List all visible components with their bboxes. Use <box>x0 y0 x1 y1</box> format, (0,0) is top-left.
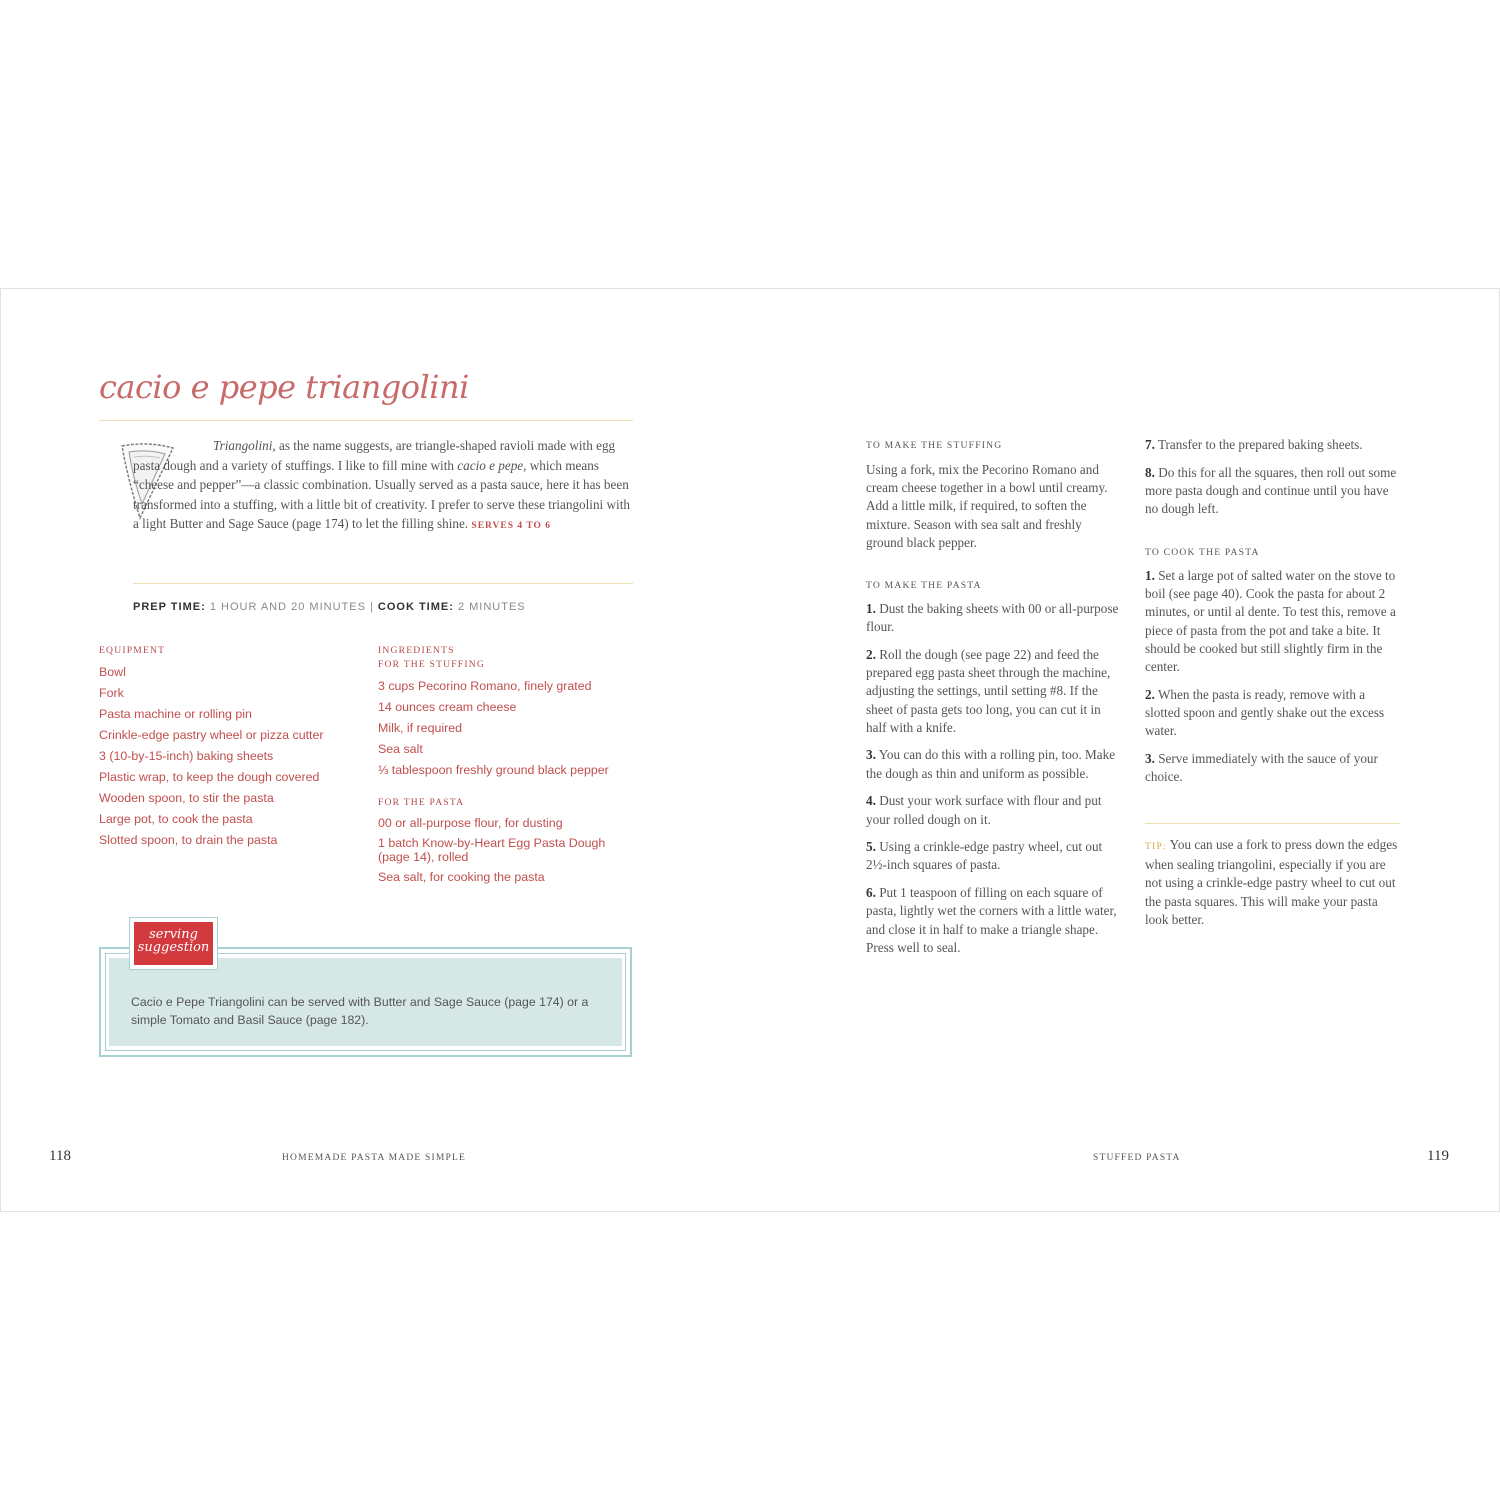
method-step <box>866 884 1122 957</box>
cook-method-heading: TO COOK THE PASTA <box>1145 547 1260 558</box>
method-step <box>1145 686 1401 741</box>
step-number: 6. <box>866 885 876 901</box>
times-separator: | <box>369 601 374 613</box>
ingredient-item: ⅓ tablespoon freshly ground black pepper <box>378 763 609 777</box>
equipment-item: Plastic wrap, to keep the dough covered <box>99 770 320 784</box>
stuffing-ingredients-heading: FOR THE STUFFING <box>378 659 485 670</box>
ingredient-item: 1 batch Know-by-Heart Egg Pasta Dough (page 14), rolled <box>378 836 606 864</box>
step-number: 5. <box>866 839 876 855</box>
equipment-item: Large pot, to cook the pasta <box>99 812 253 826</box>
times-line <box>133 601 526 613</box>
equipment-item: Slotted spoon, to drain the pasta <box>99 833 278 847</box>
footer-left: HOMEMADE PASTA MADE SIMPLE <box>282 1153 466 1163</box>
page-number-right: 119 <box>1427 1148 1449 1164</box>
prep-time-label: PREP TIME: <box>133 601 206 613</box>
stuffing-ingredients-list <box>378 678 638 783</box>
step-text: Put 1 teaspoon of filling on each square of pasta, lightly wet the corners with a little water, and close it in half to make a triangle shape. Press well to seal. <box>866 885 1117 955</box>
stuffing-method-text <box>866 461 1121 552</box>
method-step <box>1145 750 1401 786</box>
step-text: Set a large pot of salted water on the stove to boil (see page 40). Cook the pasta for about 2 minutes, or until al dente. To test this, remove a piece of pasta from the pot and take a bite. It should be cooked but still slightly firm in the center. <box>1145 568 1396 675</box>
equipment-list <box>99 664 359 853</box>
serving-suggestion-text: Cacio e Pepe Triangolini can be served with Butter and Sage Sauce (page 174) or a simple Tomato and Basil Sauce (page 182). <box>131 995 589 1027</box>
step-text: Dust your work surface with flour and put your rolled dough on it. <box>866 793 1102 827</box>
cook-method-steps <box>1145 567 1401 796</box>
step-text: Do this for all the squares, then roll out some more pasta dough and continue until you have no dough left. <box>1145 464 1397 517</box>
equipment-item: Fork <box>99 686 124 700</box>
prep-time-value: 1 HOUR AND 20 MINUTES <box>209 601 366 613</box>
intro-rule <box>133 583 633 584</box>
badge-line-2: suggestion <box>137 940 210 955</box>
ingredient-item: 3 cups Pecorino Romano, finely grated <box>378 679 592 693</box>
step-text: Transfer to the prepared baking sheets. <box>1154 437 1363 452</box>
step-number: 3. <box>866 747 876 763</box>
pasta-method-steps-continued <box>1145 436 1403 528</box>
intro-paragraph <box>133 436 633 537</box>
intro-text-2: which means “cheese and pepper”—a classic combination. Usually served as a pasta sauce, here it has been transformed into a stuffing, with a little bit of creativity. I prefer to serve these triangolini with a light Butter and Sage Sauce (page 174) to let the filling shine. <box>133 457 630 531</box>
step-number: 4. <box>866 793 876 809</box>
cook-time-label: COOK TIME: <box>377 601 454 613</box>
equipment-item: Bowl <box>99 665 126 679</box>
step-number: 2. <box>866 646 876 662</box>
equipment-item: 3 (10-by-15-inch) baking sheets <box>99 749 274 763</box>
serves-label: SERVES 4 TO 6 <box>471 521 552 531</box>
pasta-method-heading: TO MAKE THE PASTA <box>866 580 982 591</box>
method-step <box>1145 464 1403 519</box>
step-number: 1. <box>1145 568 1155 583</box>
equipment-item: Crinkle-edge pastry wheel or pizza cutter <box>99 728 324 742</box>
method-step <box>866 646 1122 737</box>
stuffing-method-heading: TO MAKE THE STUFFING <box>866 440 1003 451</box>
method-step <box>866 746 1122 782</box>
pasta-ingredients-heading: FOR THE PASTA <box>378 797 465 808</box>
recipe-title: cacio e pepe triangolini <box>99 368 469 406</box>
pasta-method-steps <box>866 600 1122 966</box>
ingredient-item: 14 ounces cream cheese <box>378 700 517 714</box>
tip-rule <box>1145 823 1400 824</box>
equipment-item: Wooden spoon, to stir the pasta <box>99 791 274 805</box>
cook-time-value: 2 MINUTES <box>457 601 526 613</box>
page-number-left: 118 <box>49 1148 71 1164</box>
step-text: Dust the baking sheets with 00 or all-purpose flour. <box>866 601 1119 635</box>
step-number: 7. <box>1145 437 1155 452</box>
intro-text-1: as the name suggests, are triangle-shaped ravioli made with egg pasta dough and a variety of stuffings. I like to fill mine with <box>133 438 616 473</box>
method-step <box>866 792 1122 828</box>
method-step <box>866 600 1122 636</box>
tip-box <box>1145 836 1403 929</box>
ingredient-item: 00 or all-purpose flour, for dusting <box>378 816 563 830</box>
step-number: 8. <box>1145 464 1155 480</box>
equipment-item: Pasta machine or rolling pin <box>99 707 252 721</box>
ingredient-item: Sea salt <box>378 742 423 756</box>
ingredient-item: Sea salt, for cooking the pasta <box>378 870 545 884</box>
step-number: 3. <box>1145 750 1155 766</box>
step-text: When the pasta is ready, remove with a slotted spoon and gently shake out the excess water. <box>1145 686 1385 739</box>
pasta-ingredients-list <box>378 815 628 890</box>
title-rule <box>99 420 633 421</box>
step-text: You can do this with a rolling pin, too. Make the dough as thin and uniform as possible. <box>866 747 1116 781</box>
method-step <box>1145 567 1401 676</box>
method-step <box>1145 436 1403 454</box>
footer-right: STUFFED PASTA <box>1093 1153 1181 1163</box>
badge-line-1: serving <box>149 927 198 942</box>
tip-label: TIP: <box>1145 841 1167 852</box>
step-text: Using a crinkle-edge pastry wheel, cut out 2½-inch squares of pasta. <box>866 839 1103 873</box>
step-number: 1. <box>866 601 876 616</box>
ingredient-item: Milk, if required <box>378 721 463 735</box>
method-step <box>866 838 1122 874</box>
step-text: Serve immediately with the sauce of your choice. <box>1145 750 1378 785</box>
equipment-heading: EQUIPMENT <box>99 645 166 656</box>
serving-suggestion-badge <box>129 917 218 970</box>
tip-text: You can use a fork to press down the edges when sealing triangolini, especially if you are not using a crinkle-edge pastry wheel to cut out the pasta squares. This will make your pasta look better. <box>1145 837 1398 927</box>
intro-emphasis-2: cacio e pepe, <box>457 457 527 473</box>
step-text: Roll the dough (see page 22) and feed the prepared egg pasta sheet through the machine, adjusting the settings, until setting #8. If the sheet of pasta gets too long, you can cut it in half with a knife. <box>866 646 1111 735</box>
intro-emphasis: Triangolini, <box>213 438 276 453</box>
stuffing-paragraph: Using a fork, mix the Pecorino Romano and cream cheese together in a bowl until creamy. Add a little milk, if required, to soften the mixture. Season with sea salt and freshly ground black pepper. <box>866 462 1108 550</box>
ingredients-heading: INGREDIENTS <box>378 645 455 656</box>
badge-label <box>134 922 213 965</box>
step-number: 2. <box>1145 686 1155 702</box>
